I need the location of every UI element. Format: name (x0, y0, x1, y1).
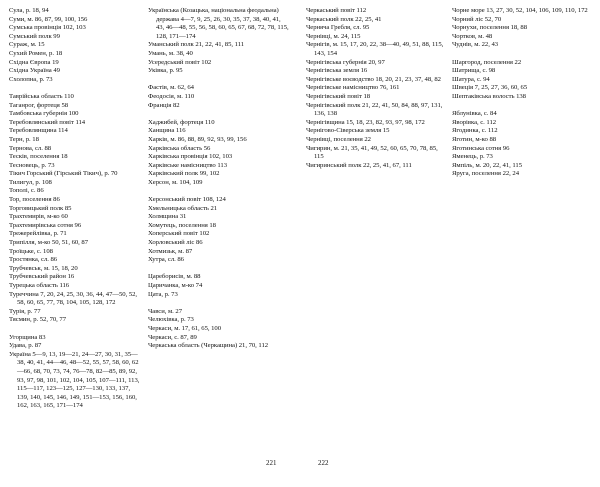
index-entry: Чортков, м. 48 (452, 32, 493, 40)
letter-section-gap (148, 299, 290, 308)
index-entry: Тростянка, сл. 86 (9, 256, 58, 264)
index-entry: Чорнухи, поселення 18, 88 (452, 24, 528, 32)
index-entry: Челюхівка, р. 73 (148, 316, 194, 324)
index-entry: Уківка, р. 95 (148, 67, 183, 75)
index-entry: Трипілля, м-ко 50, 51, 60, 87 (9, 239, 88, 247)
index-entry: Чернігівська земля 16 (306, 67, 368, 75)
index-entry: Сумська провінція 102, 103 (9, 24, 86, 32)
index-entry: Чернігівська губернія 20, 97 (306, 58, 385, 66)
index-entry: Чигиринський полк 22, 25, 41, 67, 111 (306, 161, 412, 169)
index-entry: Чернігів, м. 15, 17, 20, 22, 38—40, 49, 51, 88, 115, 143, 154 (306, 41, 444, 57)
letter-section-gap (148, 110, 290, 119)
letter-section-gap (9, 325, 143, 334)
index-entry: Черняча Гребля, сл. 95 (306, 24, 370, 32)
index-entry: Чернівці, поселення 22 (306, 135, 371, 143)
letter-section-gap (452, 50, 598, 59)
index-entry: Чернігівське воєводство 18, 20, 21, 23, 37, 48, 82 (306, 75, 441, 83)
index-entry: Хутра, сл. 86 (148, 256, 184, 264)
index-entry: Таврійська область 110 (9, 92, 74, 100)
index-entry: Чавси, м. 27 (148, 307, 182, 315)
index-entry: Харківська провінція 102, 103 (148, 153, 233, 161)
index-entry: Черкаський повіт 112 (306, 7, 367, 14)
index-entry: Фастів, м. 62, 64 (148, 84, 194, 92)
index-entry: Франція 82 (148, 101, 180, 109)
letter-section-gap (452, 102, 598, 111)
index-entry: Херсонський повіт 108, 124 (148, 196, 226, 204)
index-entry: Трежерейлівка, р. 71 (9, 230, 67, 238)
index-entry: Швеція 7, 25, 27, 36, 60, 65 (452, 84, 528, 92)
index-entry: Яблунівка, с. 84 (452, 110, 497, 118)
index-entry: Чигирин, м. 21, 35, 41, 49, 52, 60, 65, 70, 78, 85, 115 (306, 144, 438, 161)
index-entry: Холмщина 31 (148, 213, 187, 221)
index-entry: Трубчевськ, м. 15, 18, 20 (9, 264, 78, 272)
index-entry: Черкаси, с. 87, 89 (148, 333, 197, 341)
index-entry: Сухий Ромен, р. 18 (9, 49, 63, 57)
index-entry: Харківська область 56 (148, 144, 211, 152)
index-entry: Яготинська сотня 96 (452, 144, 510, 152)
index-entry: Чернівці, м. 24, 115 (306, 32, 361, 40)
index-entry: Хотмизьк, м. 87 (148, 247, 193, 255)
index-entry: Хмельницька область 21 (148, 204, 218, 212)
index-entry: Сумський полк 99 (9, 32, 60, 40)
index-entry: Тамбовська губернія 100 (9, 110, 79, 118)
index-entry: Цата, р. 73 (148, 290, 178, 298)
index-entry: Тесків, поселення 18 (9, 153, 68, 161)
index-entry: Хомутець, поселення 18 (148, 221, 216, 229)
index-entry: Харківське намісництво 113 (148, 161, 227, 169)
index-entry: Схолопна, р. 73 (9, 75, 53, 83)
index-entry: Чернігівщина 15, 18, 23, 82, 93, 97, 98, 172 (306, 118, 425, 126)
index-entry: Тясмин, р. 52, 70, 77 (9, 316, 66, 324)
index-entry: Трубчевський район 16 (9, 273, 75, 281)
index-entry: Царичанка, м-ко 74 (148, 282, 203, 289)
index-entry: Україна 5—9, 13, 19—21, 24—27, 30, 31, 35—38, 40, 41, 44—46, 48—52, 55, 57, 58, 60, 62—66, 68, 70, 73, 74, 76—78, 82—85, 89, 92, 93, 97, 98, 101, 102, 104, 105, 107—111, 113, 115—117, 123—125, 127—130, 133, 137, 139, 140, 145, 146, 149, 151—153, 156, 160, 162, 163, 165, 171—174 (9, 350, 140, 410)
index-entry: Черкаський полк 22, 25, 41 (306, 15, 382, 23)
index-entry: Тікич Горський (Гірський Тікич), р. 70 (9, 170, 118, 178)
index-entry: Тесновець, р. 73 (9, 161, 55, 169)
index-entry: Суми, м. 86, 87, 99, 100, 156 (9, 15, 88, 23)
index-entry: Українська (Козацька, національна феодальна) держава 4—7, 9, 25, 26, 30, 35, 37, 38, 40, 41, 43, 46—48, 55, 56, 58, 60, 65, 67, 68, 72, 78, 115, 128, 171—174 (148, 7, 289, 40)
index-entry: Чернігівський полк 21, 22, 41, 50, 84, 88, 97, 131, 136, 138 (306, 101, 443, 118)
index-entry: Феодосія, м. 110 (148, 92, 195, 100)
index-entry: Троїцьке, с. 108 (9, 247, 53, 255)
index-entry: Теребовлянський повіт 114 (9, 118, 86, 126)
index-entry: Трахтемирів, м-ко 60 (9, 213, 68, 221)
index-entry: Харків, м. 86, 88, 89, 92, 93, 99, 156 (148, 135, 247, 143)
index-entry: Терн, р. 18 (9, 135, 39, 143)
index-entry: Сураж, м. 15 (9, 41, 45, 49)
index-entry: Чернігівське намісництво 76, 161 (306, 84, 400, 92)
index-entry: Яменець, р. 73 (452, 153, 493, 161)
index-entry: Шаргород, поселення 22 (452, 58, 522, 66)
index-entry: Трахтемирівська сотня 96 (9, 221, 82, 229)
index-entry: Чернігово-Сіверська земля 15 (306, 127, 390, 135)
index-entry: Східна Україна 49 (9, 67, 60, 75)
index-entry: Тернова, сл. 88 (9, 144, 52, 152)
index-entry: Удава, р. 87 (9, 342, 42, 350)
index-entry: Ханщина 116 (148, 127, 186, 135)
index-entry: Турецька область 116 (9, 282, 70, 289)
index-entry: Ягодинка, с. 112 (452, 127, 498, 135)
index-entry: Херсон, м. 104, 109 (148, 178, 203, 186)
index-entry: Хорловський ліс 86 (148, 239, 203, 247)
index-entry: Хаджибей, фортеця 110 (148, 118, 215, 126)
letter-section-gap (148, 265, 290, 274)
letter-section-gap (148, 76, 290, 85)
index-entry: Туреччина 7, 20, 24, 25, 30, 36, 44, 47—50, 52, 58, 60, 65, 77, 78, 104, 105, 128, 172 (9, 290, 138, 307)
index-column-4 (452, 7, 598, 179)
letter-section-gap (148, 187, 290, 196)
index-column-2 (148, 7, 290, 351)
index-entry: Яруга, поселення 22, 24 (452, 170, 520, 178)
index-entry: Чернігівський повіт 18 (306, 92, 371, 100)
index-entry: Чорне море 13, 27, 30, 52, 104, 106, 109, 110, 172 (452, 7, 588, 14)
index-entry: Тополі, с. 86 (9, 187, 44, 195)
index-entry: Сула, р. 18, 94 (9, 7, 49, 14)
index-entry: Черкаська область (Черкащина) 21, 70, 112 (148, 342, 269, 350)
index-entry: Яготин, м-ко 88 (452, 135, 497, 143)
index-entry: Шатура, с. 94 (452, 75, 490, 83)
index-entry: Східна Європа 19 (9, 58, 59, 66)
index-entry: Харківський полк 99, 102 (148, 170, 220, 178)
index-entry: Яворівка, с. 112 (452, 118, 497, 126)
index-entry: Торговицький полк 85 (9, 204, 72, 212)
index-entry: Тилигул, р. 108 (9, 178, 52, 186)
index-entry: Чорний ліс 52, 70 (452, 15, 502, 23)
index-entry: Умань, м. 38, 40 (148, 49, 193, 57)
index-entry: Усередський повіт 102 (148, 58, 212, 66)
index-entry: Теребовлянщина 114 (9, 127, 68, 135)
left-page-number: 221 (266, 459, 277, 467)
index-column-1 (9, 7, 143, 411)
index-entry: Шептаківська волость 138 (452, 92, 526, 100)
index-entry: Цареборисів, м. 88 (148, 273, 201, 281)
index-entry: Тор, поселення 86 (9, 196, 60, 204)
index-entry: Турія, р. 77 (9, 307, 41, 315)
index-entry: Таганрог, фортеця 58 (9, 101, 69, 109)
right-page-number: 222 (318, 459, 329, 467)
index-entry: Черкаси, м. 17, 61, 65, 100 (148, 324, 222, 332)
index-entry: Ямпіль, м. 20, 22, 41, 115 (452, 161, 523, 169)
letter-section-gap (9, 84, 143, 93)
index-entry: Хоперський повіт 102 (148, 230, 210, 238)
index-entry: Угорщина 83 (9, 333, 46, 341)
index-entry: Шатрища, с. 98 (452, 67, 496, 75)
index-entry: Чуднів, м. 22, 43 (452, 41, 499, 49)
index-entry: Уманський полк 21, 22, 41, 85, 111 (148, 41, 245, 49)
index-column-3 (306, 7, 446, 170)
